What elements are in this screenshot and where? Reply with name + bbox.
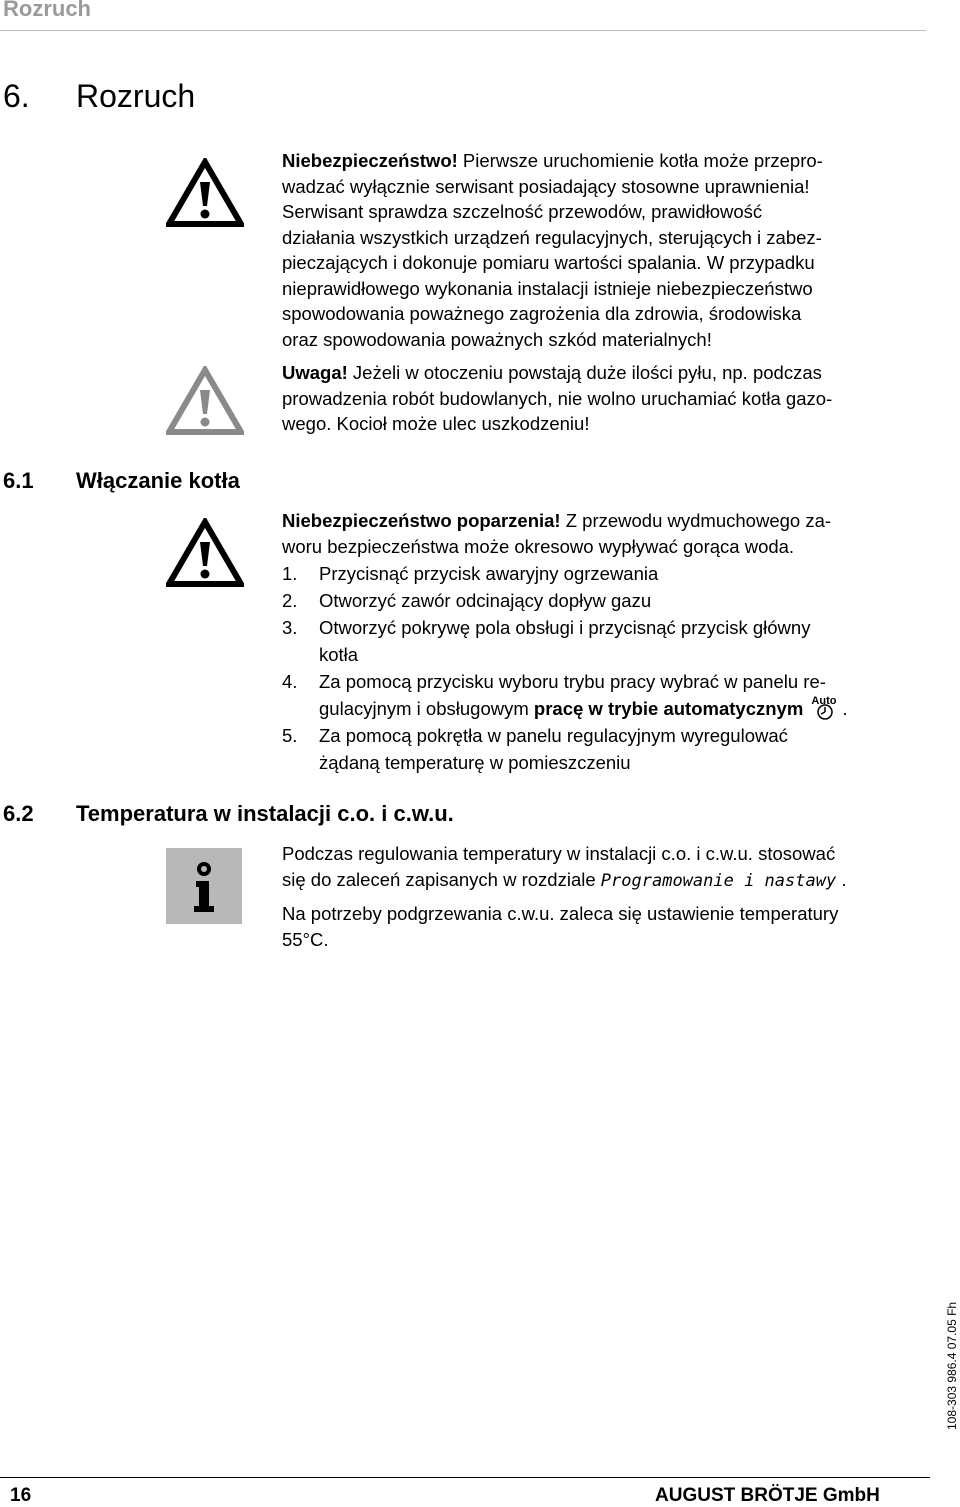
document-reference: 108-303 986.4 07.05 Fh [945,1301,959,1430]
section-title: Włączanie kotła [76,468,240,493]
caution-lead: Uwaga! [282,362,348,383]
danger-startup-text: Niebezpieczeństwo! Pierwsze uruchomienie kotła może przepro- wadzać wyłącznie serwisant posiadający stosowne uprawnienia! Serwisant sprawdza szczelność przewodów, prawidłowość działania wszystkich urządzeń regulacyjnych, sterujących i zabez- pieczających i dokonuje pomiaru wartości spalania. W przypadku nieprawidłowego wykonania instalacji istnieje niebezpieczeństwo spowodowania poważnego zagrożenia dla zdrowia, środowiska oraz spowodowania poważnych szkód materialnych! [282,150,823,350]
running-header: Rozruch [3,0,91,21]
info-icon [166,848,242,924]
scald-lead: Niebezpieczeństwo poparzenia! [282,510,561,531]
caution-icon [166,366,244,436]
list-item: 5. Za pomocą pokrętła w panelu regulacyjnym wyregulować żądaną temperaturę w pomieszczeniu [282,725,788,773]
page-number: 16 [10,1485,32,1506]
list-item: 1. Przycisnąć przycisk awaryjny ogrzewania [282,563,659,584]
caution-dust-text: Uwaga! Jeżeli w otoczeniu powstają duże ilości pyłu, np. podczas prowadzenia robót budowlanych, nie wolno uruchamiać kotła gazo- wego. Kocioł może ulec uszkodzeniu! [282,362,833,434]
list-item: 3. Otworzyć pokrywę pola obsługi i przycisnąć przycisk główny kotła [282,617,811,665]
section-number: 6.2 [3,801,34,826]
list-item: 2. Otworzyć zawór odcinający dopływ gazu [282,590,652,611]
info-text: Podczas regulowania temperatury w instalacji c.o. i c.w.u. stosować się do zaleceń zapisanych w rozdziale Programowanie i nastawy . Na potrzeby podgrzewania c.w.u. zaleca się ustawienie temperatury 55°C. [282,843,847,950]
chapter-reference: Programowanie i nastawy [600,870,837,891]
danger-warning-icon [166,158,244,228]
footer-rule [0,1477,930,1478]
chapter-number: 6. [3,78,30,114]
header-rule [0,30,926,31]
scald-warning-text: Niebezpieczeństwo poparzenia! Z przewodu wydmuchowego za- woru bezpieczeństwa może okresowo wypływać gorąca woda. [282,510,832,557]
startup-steps-list [282,560,930,776]
danger-lead: Niebezpieczeństwo! [282,150,458,171]
chapter-title: Rozruch [76,78,196,114]
section-title: Temperatura w instalacji c.o. i c.w.u. [76,801,454,826]
auto-clock-icon: Auto [808,697,842,721]
company-name: AUGUST BRÖTJE GmbH [655,1485,880,1506]
list-item: 4. Za pomocą przycisku wyboru trybu pracy wybrać w panelu re- gulacyjnym i obsługowym pracę w trybie automatycznym Auto . [282,671,848,719]
danger-warning-icon [166,518,244,588]
auto-mode-label: pracę w trybie automatycznym [533,698,804,719]
section-number: 6.1 [3,468,34,493]
